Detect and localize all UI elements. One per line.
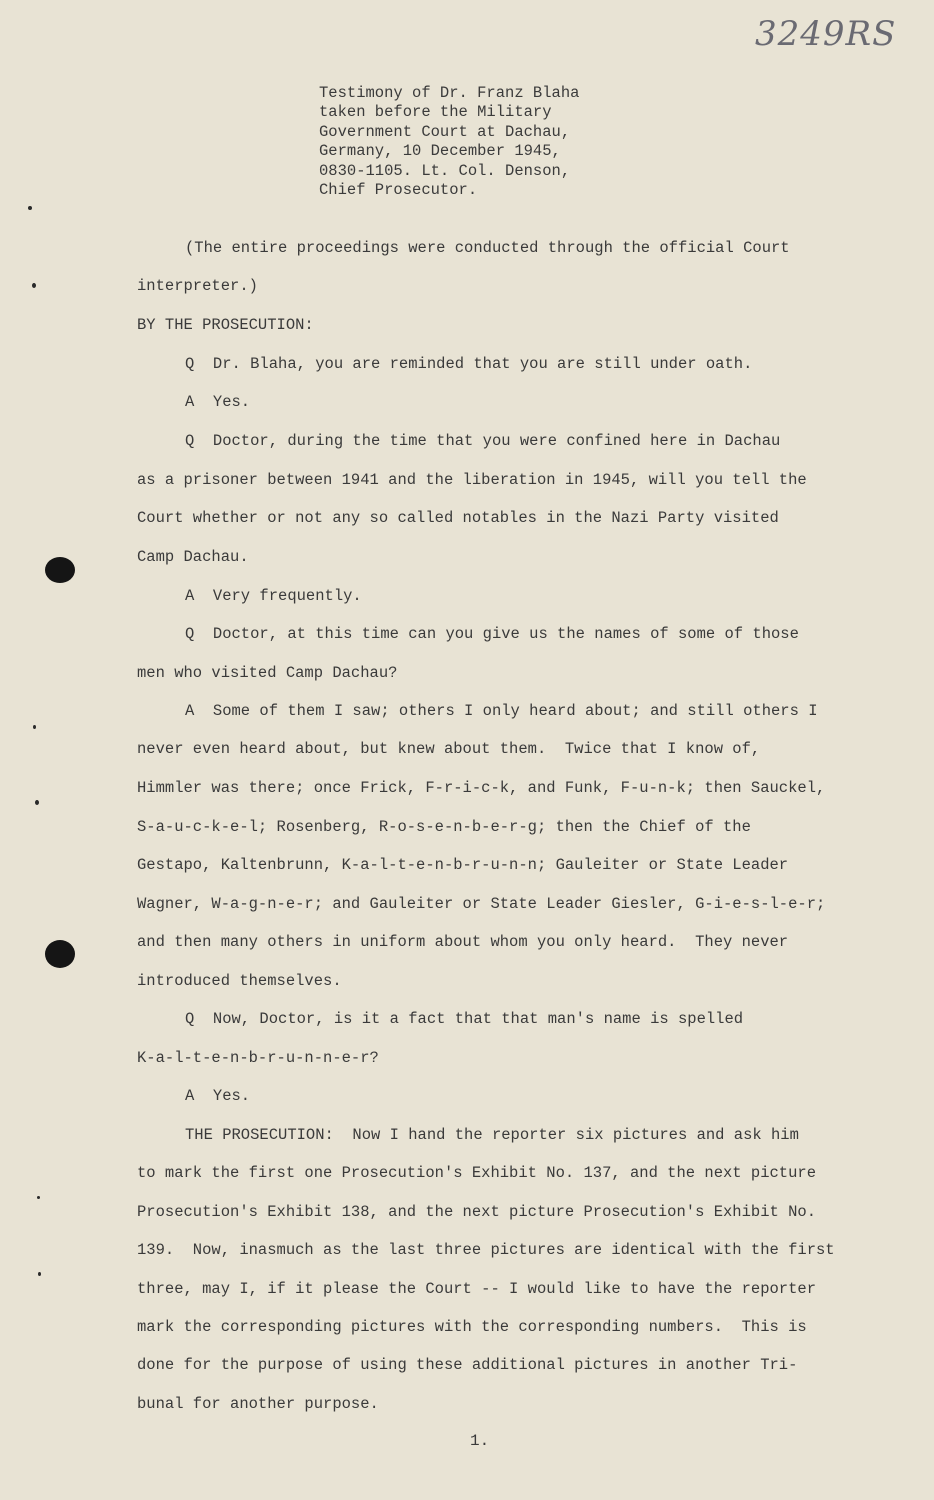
- header-line: Government Court at Dachau,: [319, 122, 571, 141]
- punch-hole: [45, 557, 75, 583]
- margin-mark: [35, 800, 39, 805]
- text-line: Wagner, W-a-g-n-e-r; and Gauleiter or State Leader Giesler, G-i-e-s-l-e-r;: [137, 895, 826, 913]
- text-line: never even heard about, but knew about them. Twice that I know of,: [137, 740, 761, 758]
- text-line: interpreter.): [137, 277, 258, 295]
- margin-mark: [28, 206, 32, 210]
- answer-line: A Yes.: [185, 393, 251, 411]
- question-line: Q Doctor, during the time that you were confined here in Dachau: [185, 432, 781, 450]
- text-line: to mark the first one Prosecution's Exhibit No. 137, and the next picture: [137, 1164, 817, 1182]
- testimony-header: [319, 84, 579, 200]
- text-line: K-a-l-t-e-n-b-r-u-n-n-e-r?: [137, 1049, 379, 1067]
- question-line: Q Now, Doctor, is it a fact that that man's name is spelled: [185, 1010, 744, 1028]
- text-line: S-a-u-c-k-e-l; Rosenberg, R-o-s-e-n-b-e-r-g; then the Chief of the: [137, 818, 751, 836]
- header-line: Chief Prosecutor.: [319, 181, 478, 200]
- section-heading: BY THE PROSECUTION:: [137, 316, 314, 334]
- punch-hole: [45, 940, 75, 968]
- text-line: Himmler was there; once Frick, F-r-i-c-k, and Funk, F-u-n-k; then Sauckel,: [137, 779, 826, 797]
- text-line: bunal for another purpose.: [137, 1395, 379, 1413]
- header-line: taken before the Military: [319, 103, 552, 122]
- header-line: Germany, 10 December 1945,: [319, 142, 561, 161]
- text-line: done for the purpose of using these additional pictures in another Tri-: [137, 1356, 798, 1374]
- text-line: men who visited Camp Dachau?: [137, 664, 398, 682]
- margin-mark: [32, 283, 36, 288]
- text-line: three, may I, if it please the Court -- I would like to have the reporter: [137, 1280, 817, 1298]
- prosecution-statement-line: THE PROSECUTION: Now I hand the reporter six pictures and ask him: [185, 1126, 799, 1144]
- text-line: Prosecution's Exhibit 138, and the next picture Prosecution's Exhibit No.: [137, 1203, 817, 1221]
- text-line: mark the corresponding pictures with the corresponding numbers. This is: [137, 1318, 807, 1336]
- text-line: and then many others in uniform about whom you only heard. They never: [137, 933, 789, 951]
- text-line: (The entire proceedings were conducted through the official Court: [185, 239, 790, 257]
- answer-line: A Very frequently.: [185, 587, 362, 605]
- question-line: Q Dr. Blaha, you are reminded that you are still under oath.: [185, 355, 753, 373]
- text-line: introduced themselves.: [137, 972, 342, 990]
- header-line: 0830-1105. Lt. Col. Denson,: [319, 161, 571, 180]
- text-line: as a prisoner between 1941 and the liberation in 1945, will you tell the: [137, 471, 807, 489]
- text-line: Gestapo, Kaltenbrunn, K-a-l-t-e-n-b-r-u-n-n; Gauleiter or State Leader: [137, 856, 789, 874]
- page-number: 1.: [470, 1432, 490, 1450]
- answer-line: A Yes.: [185, 1087, 251, 1105]
- answer-line: A Some of them I saw; others I only heard about; and still others I: [185, 702, 818, 720]
- text-line: Court whether or not any so called notables in the Nazi Party visited: [137, 509, 779, 527]
- text-line: Camp Dachau.: [137, 548, 249, 566]
- margin-mark: [37, 1196, 40, 1199]
- margin-mark: [33, 725, 36, 729]
- margin-mark: [38, 1272, 41, 1276]
- header-line: Testimony of Dr. Franz Blaha: [319, 84, 580, 102]
- question-line: Q Doctor, at this time can you give us the names of some of those: [185, 625, 799, 643]
- text-line: 139. Now, inasmuch as the last three pictures are identical with the first: [137, 1241, 835, 1259]
- handwritten-document-number: 3249RS: [755, 14, 897, 54]
